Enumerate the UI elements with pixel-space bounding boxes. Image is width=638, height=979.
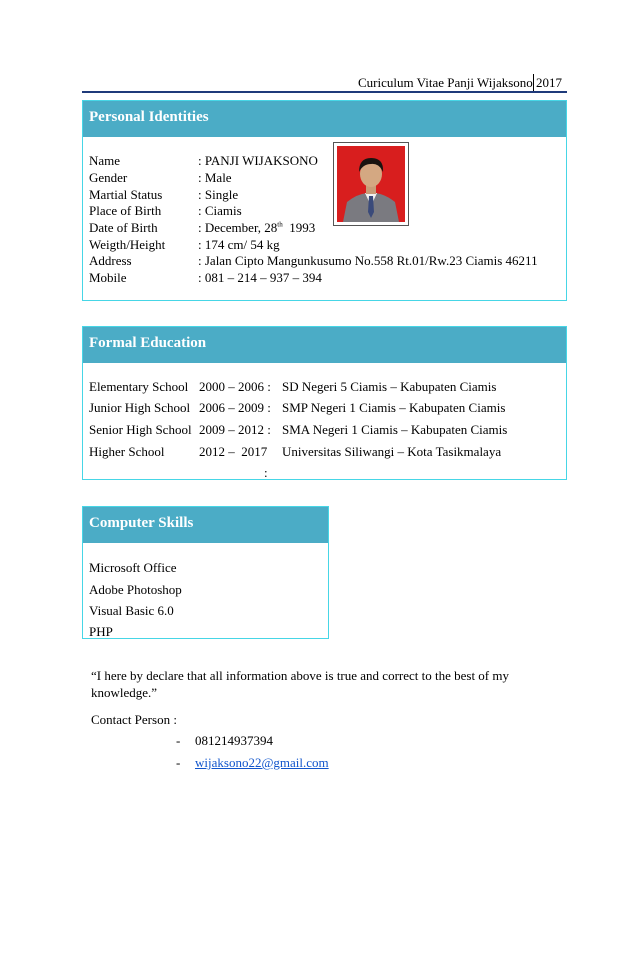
value-mobile: : 081 – 214 – 937 – 394 <box>198 270 322 285</box>
edu-years-elementary: 2000 – 2006 : <box>199 379 271 394</box>
value-name: : PANJI WIJAKSONO <box>198 153 318 168</box>
skill-item: Visual Basic 6.0 <box>89 603 174 618</box>
contact-email-link[interactable]: wijaksono22@gmail.com <box>195 755 329 770</box>
value-gender: : Male <box>198 170 232 185</box>
dob-suffix: th <box>277 220 283 229</box>
edu-level-higher: Higher School <box>89 444 165 459</box>
label-name: Name <box>89 153 121 168</box>
skill-item: Adobe Photoshop <box>89 582 182 597</box>
personal-identities-heading: Personal Identities <box>83 101 566 137</box>
label-marital-status: Martial Status <box>89 187 163 202</box>
contact-dash: - <box>176 733 181 748</box>
label-mobile: Mobile <box>89 270 127 285</box>
contact-dash: - <box>176 755 181 770</box>
edu-years-higher: 2012 – 2017 <box>199 444 268 459</box>
value-date-of-birth <box>198 220 315 236</box>
header-rule <box>82 91 567 93</box>
formal-education-heading: Formal Education <box>83 327 566 363</box>
label-address: Address <box>89 253 132 268</box>
skill-item: Microsoft Office <box>89 560 177 575</box>
label-place-of-birth: Place of Birth <box>89 203 162 218</box>
skill-item: PHP <box>89 624 113 639</box>
dob-year: 1993 <box>282 220 316 235</box>
edu-years-junior: 2006 – 2009 : <box>199 400 271 415</box>
dob-day: : December, 28 <box>198 220 278 235</box>
value-weight-height: : 174 cm/ 54 kg <box>198 237 280 252</box>
label-date-of-birth: Date of Birth <box>89 220 158 235</box>
document-header-title: Curiculum Vitae Panji Wijaksono <box>358 75 533 90</box>
edu-school-senior: SMA Negeri 1 Ciamis – Kabupaten Ciamis <box>282 422 508 437</box>
value-marital-status: : Single <box>198 187 239 202</box>
contact-phone: 081214937394 <box>195 733 273 748</box>
edu-school-higher: Universitas Siliwangi – Kota Tasikmalaya <box>282 444 502 459</box>
header-divider <box>533 74 534 91</box>
edu-level-elementary: Elementary School <box>89 379 189 394</box>
edu-years-senior: 2009 – 2012 : <box>199 422 271 437</box>
value-place-of-birth: : Ciamis <box>198 203 242 218</box>
edu-school-junior: SMP Negeri 1 Ciamis – Kabupaten Ciamis <box>282 400 506 415</box>
label-weight-height: Weigth/Height <box>89 237 166 252</box>
computer-skills-heading: Computer Skills <box>83 507 328 543</box>
value-address: : Jalan Cipto Mangunkusumo No.558 Rt.01/Rw.23 Ciamis 46211 <box>198 253 538 268</box>
contact-person-label: Contact Person : <box>91 712 177 727</box>
edu-school-elementary: SD Negeri 5 Ciamis – Kabupaten Ciamis <box>282 379 497 394</box>
declaration-text: “I here by declare that all information above is true and correct to the best of my knowledge.” <box>91 668 509 700</box>
document-header-year: 2017 <box>536 75 562 90</box>
edu-level-senior: Senior High School <box>89 422 192 437</box>
profile-photo-frame <box>333 142 409 226</box>
profile-photo <box>337 146 405 222</box>
edu-level-junior: Junior High School <box>89 400 191 415</box>
edu-trailing-colon: : <box>264 465 268 480</box>
label-gender: Gender <box>89 170 128 185</box>
